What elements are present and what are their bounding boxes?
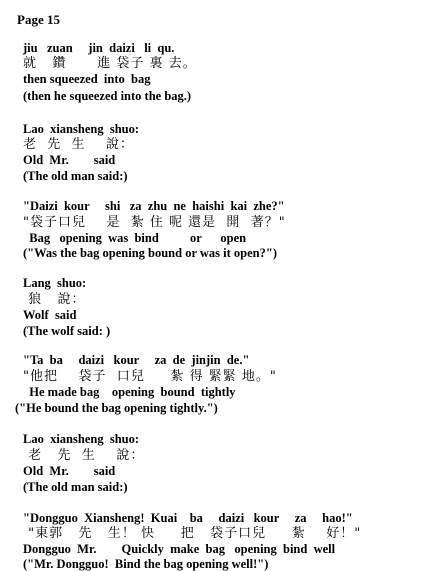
hanzi-line: 老 先 生 說：: [23, 137, 135, 152]
hanzi-line: 狼 說：: [23, 292, 86, 307]
gloss-line: Old Mr. said: [23, 153, 116, 167]
page-label: Page 15: [17, 12, 60, 27]
translation-line: (The old man said:): [23, 169, 128, 183]
pinyin-line: "Dongguo Xiansheng! Kuai ba daizi kour za hao!": [23, 511, 353, 525]
hanzi-line: "東郭 先 生！ 快 把 袋子口兒 紮 好！": [23, 526, 362, 541]
translation-line: ("Mr. Dongguo! Bind the bag opening well!"): [23, 557, 269, 571]
pinyin-line: "Daizi kour shi za zhu ne haishi kai zhe?": [23, 199, 285, 213]
pinyin-line: "Ta ba daizi kour za de jinjin de.": [23, 353, 250, 367]
translation-line: (then he squeezed into the bag.): [23, 89, 192, 103]
translation-line: ("Was the bag opening bound or was it open?"): [23, 246, 277, 260]
gloss-line: Wolf said: [23, 308, 77, 322]
gloss-line: Bag opening was bind or open: [23, 231, 247, 245]
pinyin-line: jiu zuan jin daizi li qu.: [23, 41, 175, 55]
gloss-line: He made bag opening bound tightly: [23, 385, 236, 399]
translation-line: ("He bound the bag opening tightly."): [15, 401, 218, 415]
hanzi-line: 老 先 生 說：: [23, 448, 145, 463]
gloss-line: then squeezed into bag: [23, 72, 151, 86]
hanzi-line: "他把 袋子 口兒 紮 得 緊緊 地。": [23, 369, 277, 384]
pinyin-line: Lao xiansheng shuo:: [23, 432, 140, 446]
translation-line: (The wolf said: ): [23, 324, 111, 338]
translation-line: (The old man said:): [23, 480, 128, 494]
pinyin-line: Lao xiansheng shuo:: [23, 122, 140, 136]
hanzi-line: 就 鑽 進 袋子 裏 去。: [23, 56, 197, 71]
gloss-line: Dongguo Mr. Quickly make bag opening bind well: [23, 542, 336, 556]
pinyin-line: Lang shuo:: [23, 276, 87, 290]
hanzi-line: "袋子口兒 是 紮 住 呢 還是 開 著？": [23, 215, 286, 230]
gloss-line: Old Mr. said: [23, 464, 116, 478]
